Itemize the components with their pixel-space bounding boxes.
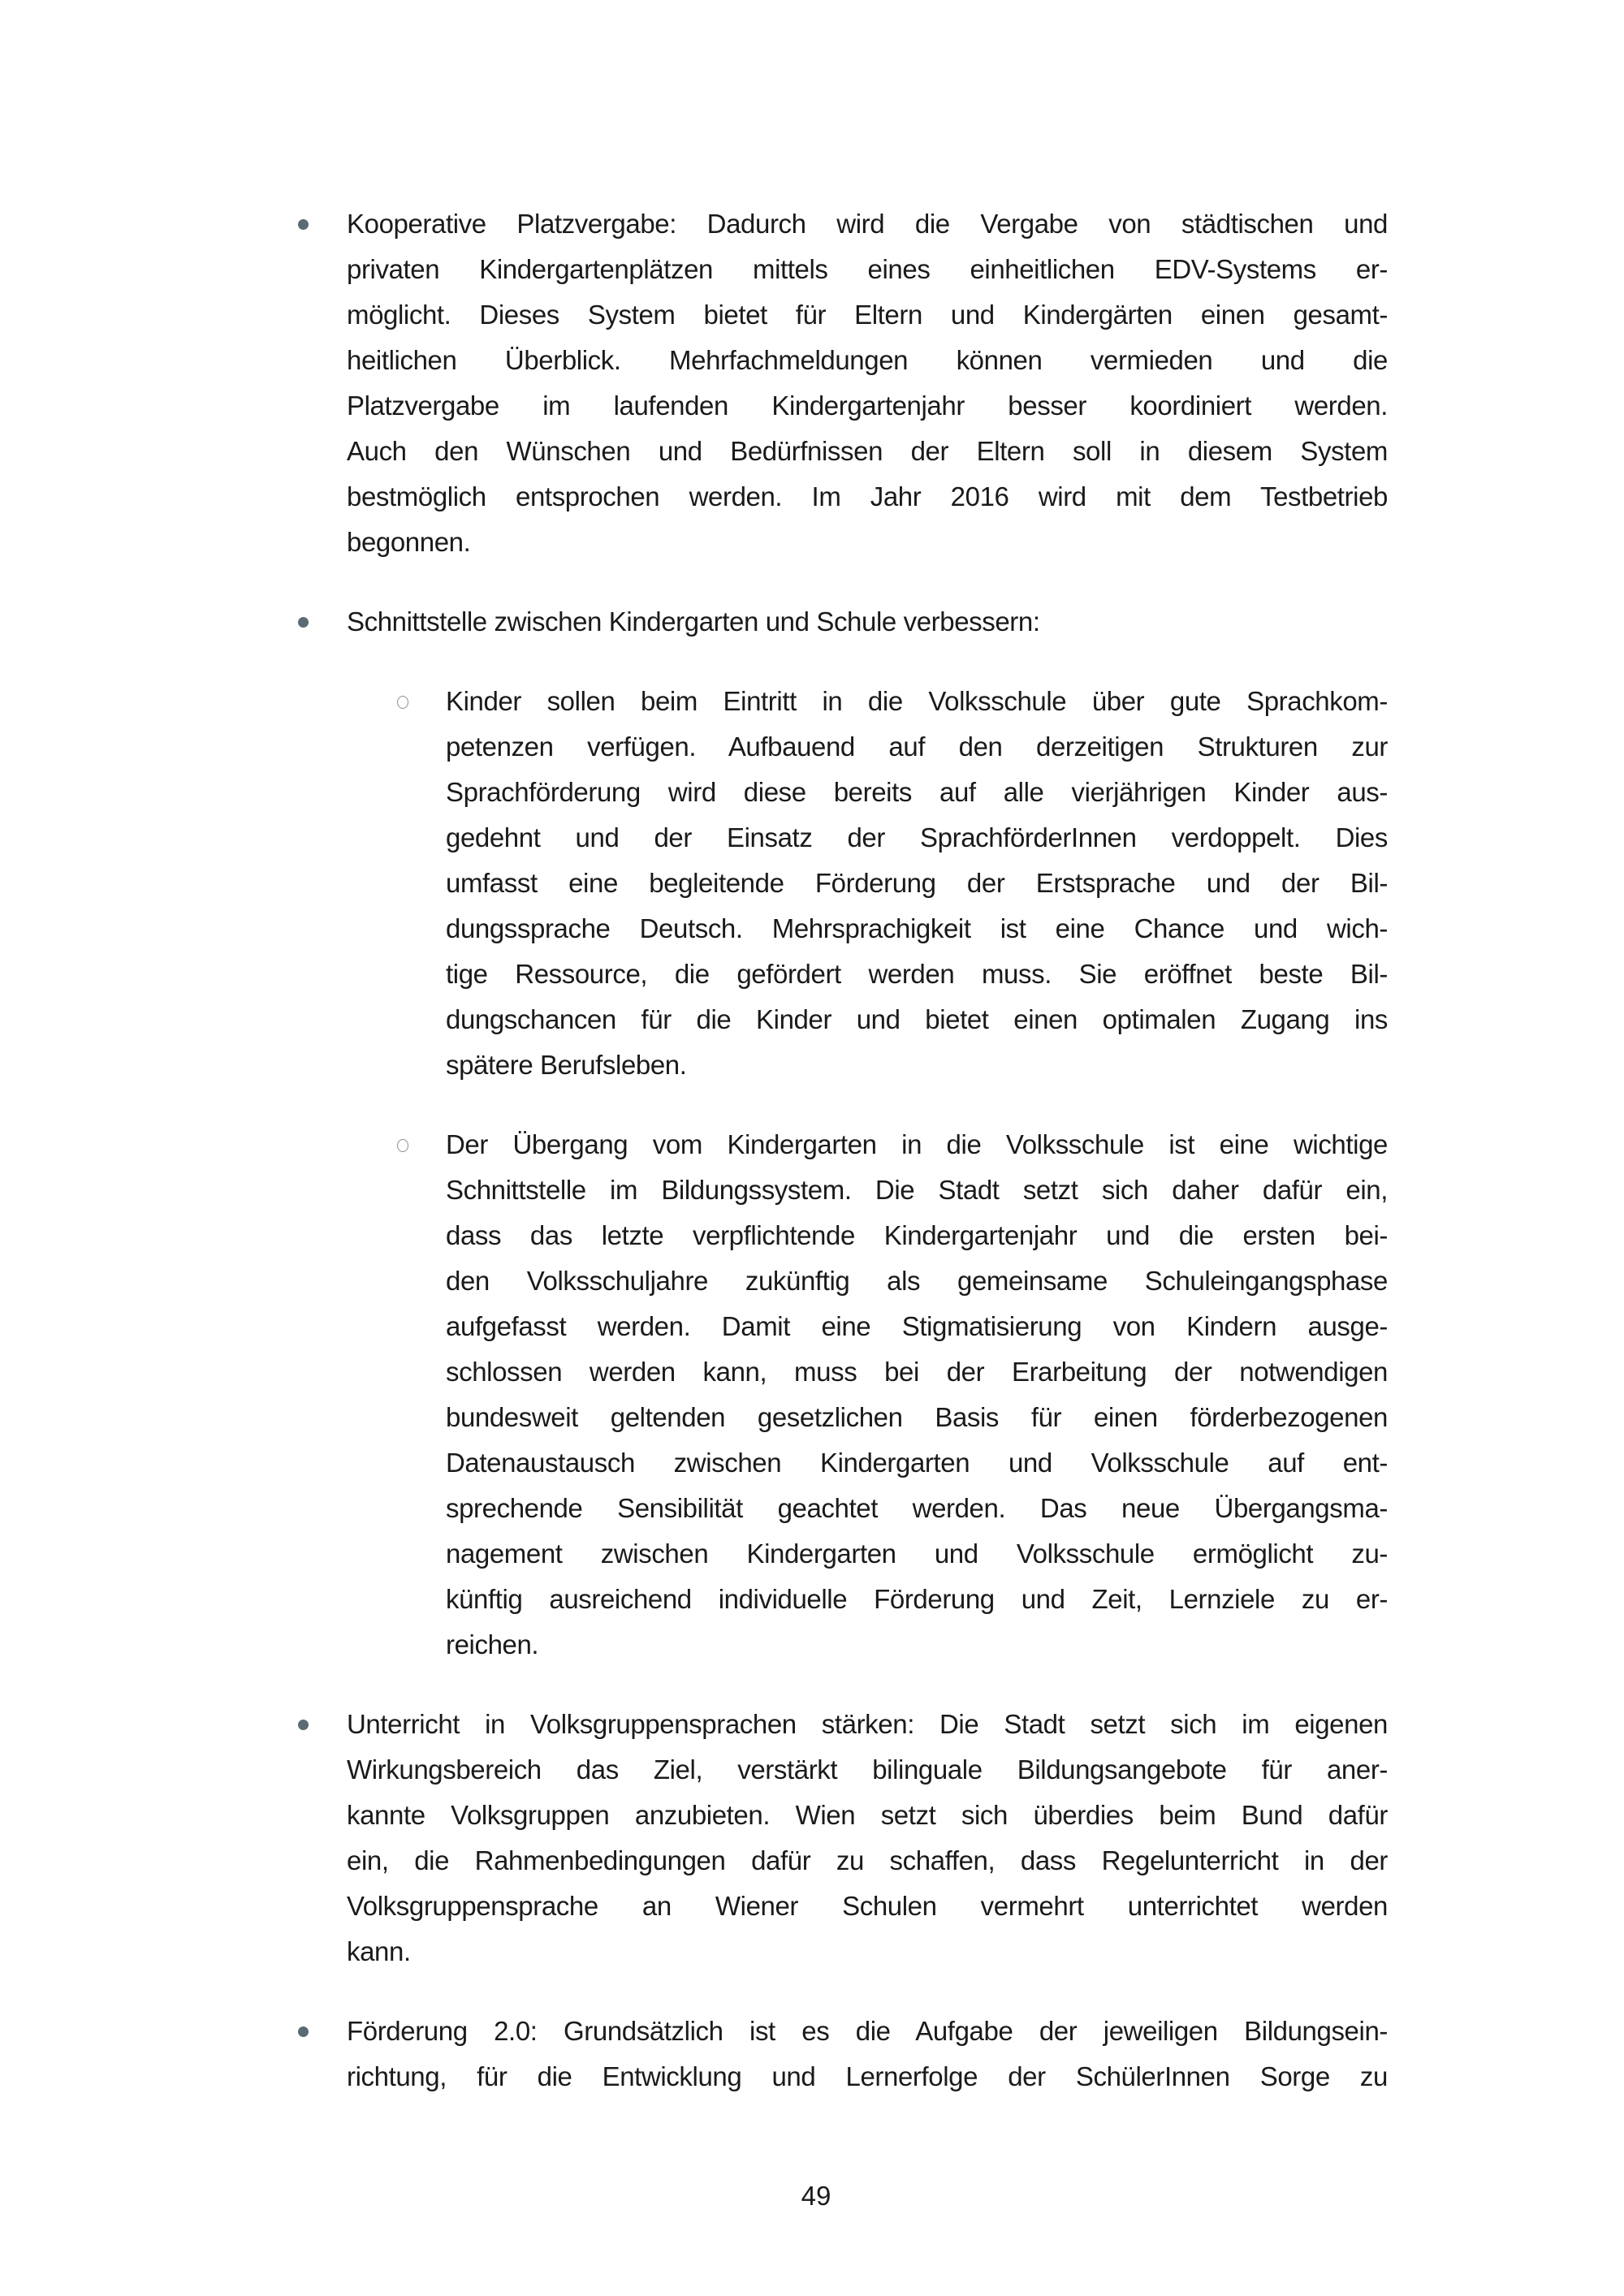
text-line: Kooperative Platzvergabe: Dadurch wird die Vergabe von städtischen und — [347, 209, 1388, 239]
text-line: Der Übergang vom Kindergarten in die Volksschule ist eine wichtige — [446, 1129, 1388, 1159]
text-line: tige Ressource, die gefördert werden muss. Sie eröffnet beste Bil- — [446, 959, 1388, 989]
text-line: gedehnt und der Einsatz der SprachförderInnen verdoppelt. Dies — [446, 822, 1388, 852]
text-line: umfasst eine begleitende Förderung der Erstsprache und der Bil- — [446, 868, 1388, 898]
text-line: kannte Volksgruppen anzubieten. Wien setzt sich überdies beim Bund dafür — [347, 1800, 1388, 1830]
text-line: richtung, für die Entwicklung und Lernerfolge der SchülerInnen Sorge zu — [347, 2061, 1388, 2091]
text-line: kann. — [347, 1936, 411, 1966]
bullet-list-item — [347, 599, 1388, 645]
text-line: künftig ausreichend individuelle Förderung und Zeit, Lernziele zu er- — [446, 1584, 1388, 1614]
text-line: spätere Berufsleben. — [446, 1050, 687, 1080]
text-line: reichen. — [446, 1629, 539, 1659]
text-line: Datenaustausch zwischen Kindergarten und Volksschule auf ent- — [446, 1448, 1388, 1478]
document-body — [0, 201, 1624, 2134]
text-line: heitlichen Überblick. Mehrfachmeldungen können vermieden und die — [347, 345, 1388, 375]
text-line: ein, die Rahmenbedingungen dafür zu schaffen, dass Regelunterricht in der — [347, 1845, 1388, 1875]
bullet-list-item — [347, 1702, 1388, 1974]
text-line: privaten Kindergartenplätzen mittels eines einheitlichen EDV-Systems er- — [347, 254, 1388, 284]
text-line: Kinder sollen beim Eintritt in die Volksschule über gute Sprachkom- — [446, 686, 1388, 716]
text-line: Platzvergabe im laufenden Kindergartenjahr besser koordiniert werden. — [347, 391, 1388, 421]
text-line: dass das letzte verpflichtende Kindergartenjahr und die ersten bei- — [446, 1220, 1388, 1250]
text-line: möglicht. Dieses System bietet für Eltern und Kindergärten einen gesamt- — [347, 300, 1388, 330]
filled-bullet-icon — [298, 1720, 309, 1730]
text-line: Wirkungsbereich das Ziel, verstärkt bilinguale Bildungsangebote für aner- — [347, 1754, 1388, 1785]
text-line: nagement zwischen Kindergarten und Volksschule ermöglicht zu- — [446, 1539, 1388, 1569]
text-line: Unterricht in Volksgruppensprachen stärken: Die Stadt setzt sich im eigenen — [347, 1709, 1388, 1739]
hollow-circle-bullet-icon — [397, 696, 408, 709]
sub-bullet-list-item — [446, 679, 1388, 1088]
text-line: dungssprache Deutsch. Mehrsprachigkeit ist eine Chance und wich- — [446, 913, 1388, 943]
filled-bullet-icon — [298, 219, 309, 230]
text-line: aufgefasst werden. Damit eine Stigmatisierung von Kindern ausge- — [446, 1311, 1388, 1341]
text-line: Schnittstelle im Bildungssystem. Die Stadt setzt sich daher dafür ein, — [446, 1175, 1388, 1205]
text-line: begonnen. — [347, 527, 471, 557]
text-line: Förderung 2.0: Grundsätzlich ist es die Aufgabe der jeweiligen Bildungsein- — [347, 2016, 1388, 2046]
text-line: bestmöglich entsprochen werden. Im Jahr 2016 wird mit dem Testbetrieb — [347, 481, 1388, 511]
text-line: sprechende Sensibilität geachtet werden. Das neue Übergangsma- — [446, 1493, 1388, 1523]
filled-bullet-icon — [298, 2026, 309, 2037]
text-line: dungschancen für die Kinder und bietet einen optimalen Zugang ins — [446, 1004, 1388, 1034]
filled-bullet-icon — [298, 617, 309, 628]
text-line: den Volksschuljahre zukünftig als gemeinsame Schuleingangsphase — [446, 1266, 1388, 1296]
text-line: Volksgruppensprache an Wiener Schulen vermehrt unterrichtet werden — [347, 1891, 1388, 1921]
text-line: schlossen werden kann, muss bei der Erarbeitung der notwendigen — [446, 1357, 1388, 1387]
bullet-list-item — [347, 2009, 1388, 2100]
page-number: 49 — [801, 2181, 831, 2211]
text-line: Schnittstelle zwischen Kindergarten und Schule verbessern: — [347, 606, 1040, 637]
bullet-list-item — [347, 201, 1388, 565]
text-line: bundesweit geltenden gesetzlichen Basis für einen förderbezogenen — [446, 1402, 1388, 1432]
text-line: petenzen verfügen. Aufbauend auf den derzeitigen Strukturen zur — [446, 732, 1388, 762]
text-line: Sprachförderung wird diese bereits auf alle vierjährigen Kinder aus- — [446, 777, 1388, 807]
hollow-circle-bullet-icon — [397, 1139, 408, 1152]
text-line: Auch den Wünschen und Bedürfnissen der Eltern soll in diesem System — [347, 436, 1388, 466]
sub-bullet-list-item — [446, 1122, 1388, 1668]
